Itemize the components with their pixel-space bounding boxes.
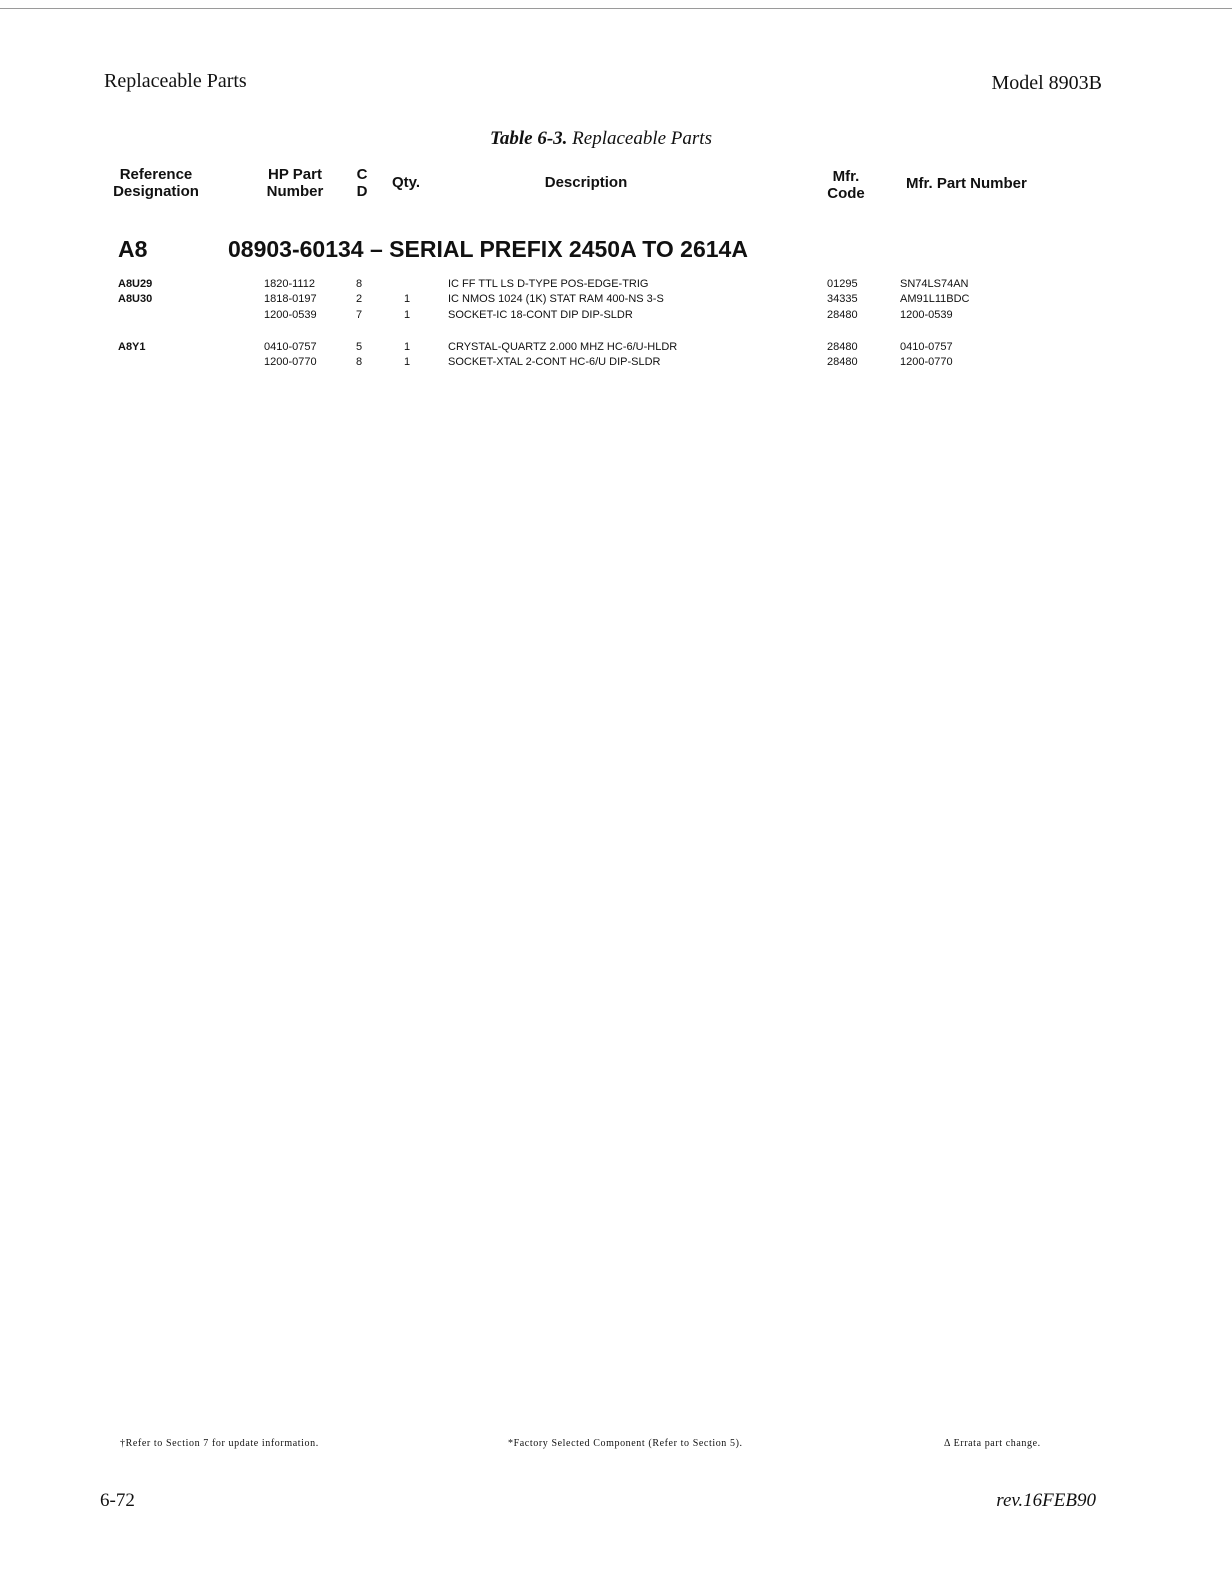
header-model: Model 8903B — [991, 72, 1102, 94]
cell-check-digit: 7 — [356, 309, 363, 321]
cell-reference: A8Y1 — [118, 341, 146, 353]
cell-description: SOCKET-XTAL 2-CONT HC-6/U DIP-SLDR — [448, 356, 661, 368]
revision-date: rev.16FEB90 — [996, 1490, 1096, 1511]
column-header-qty: Qty. — [392, 174, 421, 191]
cell-description: CRYSTAL-QUARTZ 2.000 MHZ HC-6/U-HLDR — [448, 341, 678, 353]
cell-mfr-part-number: 0410-0757 — [900, 341, 953, 353]
cell-mfr-code: 01295 — [827, 278, 858, 290]
column-header-cd-line1: C — [356, 166, 368, 183]
table-row — [0, 354, 1232, 370]
header-section-title: Replaceable Parts — [104, 70, 247, 92]
cell-description: IC NMOS 1024 (1K) STAT RAM 400-NS 3-S — [448, 293, 664, 305]
column-header-cd-line2: D — [356, 183, 368, 200]
cell-mfr-code: 34335 — [827, 293, 858, 305]
cell-mfr-code: 28480 — [827, 356, 858, 368]
cell-mfr-code: 28480 — [827, 309, 858, 321]
cell-hp-part: 0410-0757 — [264, 341, 317, 353]
footnote-update-info: †Refer to Section 7 for update information. — [120, 1438, 319, 1449]
cell-hp-part: 1200-0539 — [264, 309, 317, 321]
cell-check-digit: 8 — [356, 278, 363, 290]
column-header-hp-part — [250, 166, 340, 200]
column-header-reference-line2: Designation — [113, 183, 199, 200]
column-header-hp-line1: HP Part — [268, 166, 322, 183]
table-row — [0, 307, 1232, 323]
cell-qty: 1 — [404, 356, 411, 368]
cell-description: SOCKET-IC 18-CONT DIP DIP-SLDR — [448, 309, 633, 321]
footnote-errata: Δ Errata part change. — [944, 1438, 1041, 1449]
table-row — [0, 339, 1232, 355]
cell-mfr-part-number: AM91L11BDC — [900, 293, 970, 305]
cell-check-digit: 5 — [356, 341, 363, 353]
cell-mfr-part-number: 1200-0539 — [900, 309, 953, 321]
column-header-mfr-code — [820, 168, 872, 202]
table-row — [0, 291, 1232, 307]
column-header-mfr-line1: Mfr. — [832, 168, 860, 185]
footnote-factory-selected: *Factory Selected Component (Refer to Section 5). — [508, 1438, 743, 1449]
cell-qty: 1 — [404, 341, 411, 353]
assembly-reference: A8 — [118, 236, 148, 262]
cell-qty: 1 — [404, 293, 411, 305]
column-header-description: Description — [544, 174, 628, 191]
cell-reference: A8U30 — [118, 293, 153, 305]
column-header-mfr-line2: Code — [827, 185, 865, 202]
cell-check-digit: 2 — [356, 293, 363, 305]
top-rule — [0, 8, 1232, 9]
cell-reference: A8U29 — [118, 278, 153, 290]
cell-hp-part: 1820-1112 — [264, 278, 315, 290]
table-row — [0, 276, 1232, 292]
page-number: 6-72 — [100, 1490, 135, 1511]
cell-description: IC FF TTL LS D-TYPE POS-EDGE-TRIG — [448, 278, 649, 290]
table-caption: Replaceable Parts — [567, 128, 712, 149]
cell-hp-part: 1818-0197 — [264, 293, 317, 305]
table-number: Table 6-3. — [490, 128, 568, 149]
cell-hp-part: 1200-0770 — [264, 356, 317, 368]
cell-check-digit: 8 — [356, 356, 363, 368]
column-header-cd — [352, 166, 372, 200]
column-header-reference-line1: Reference — [119, 166, 193, 183]
column-header-hp-line2: Number — [266, 183, 324, 200]
cell-mfr-part-number: SN74LS74AN — [900, 278, 969, 290]
assembly-title: 08903-60134 – SERIAL PREFIX 2450A TO 2614A — [228, 236, 748, 262]
column-header-mfr-part-number: Mfr. Part Number — [906, 175, 1027, 192]
cell-mfr-part-number: 1200-0770 — [900, 356, 953, 368]
table-title — [0, 128, 1202, 150]
cell-mfr-code: 28480 — [827, 341, 858, 353]
column-header-reference — [104, 166, 208, 200]
cell-qty: 1 — [404, 309, 411, 321]
